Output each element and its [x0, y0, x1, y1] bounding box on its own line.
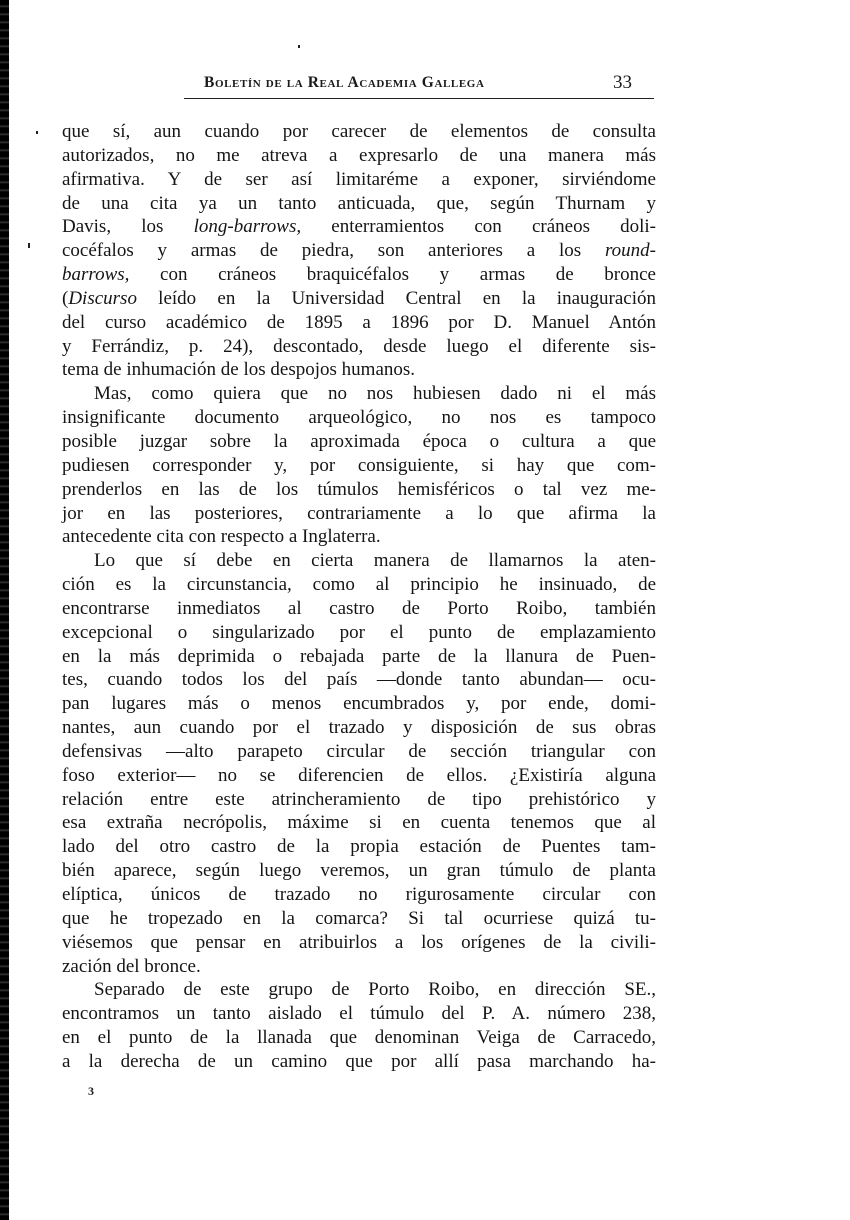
text-line: de una cita ya un tanto anticuada, que, según Thurnam y: [62, 192, 656, 214]
text-line: foso exterior— no se diferencien de ellos. ¿Existiría alguna: [62, 764, 656, 786]
text-line: tema de inhumación de los despojos humanos.: [62, 359, 416, 381]
text-line: en el punto de la llanada que denominan Veiga de Carracedo,: [62, 1027, 656, 1049]
signature-mark: 3: [88, 1084, 94, 1098]
text-line: tes, cuando todos los del país —donde tanto abundan— ocu-: [62, 669, 656, 691]
text-line: zación del bronce.: [62, 955, 201, 977]
text-line: lado del otro castro de la propia estación de Puentes tam-: [62, 836, 656, 858]
text-line: bién aparece, según luego veremos, un gran túmulo de planta: [62, 860, 656, 882]
scan-binding-edge: [0, 0, 9, 1220]
text-line: pudiesen corresponder y, por consiguiente, si hay que com-: [62, 454, 656, 476]
text-line: barrows, con cráneos braquicéfalos y armas de bronce: [62, 264, 656, 286]
text-line: nantes, aun cuando por el trazado y disposición de sus obras: [62, 717, 656, 739]
text-line: autorizados, no me atreva a expresarlo de una manera más: [62, 144, 656, 166]
scan-speck: [36, 131, 38, 134]
text-line: Separado de este grupo de Porto Roibo, en dirección SE.,: [94, 979, 656, 1001]
text-line: relación entre este atrincheramiento de tipo prehistórico y: [62, 788, 656, 810]
text-line: pan lugares más o menos encumbrados y, por ende, domi-: [62, 693, 656, 715]
running-title: Boletín de la Real Academia Gallega: [204, 74, 485, 91]
text-line: del curso académico de 1895 a 1896 por D. Manuel Antón: [62, 311, 656, 333]
scan-speck: [298, 45, 300, 48]
text-line: defensivas —alto parapeto circular de sección triangular con: [62, 740, 656, 762]
text-line: ción es la circunstancia, como al principio he insinuado, de: [62, 574, 656, 596]
italic-term: barrows,: [62, 264, 130, 286]
text-line: esa extraña necrópolis, máxime si en cuenta tenemos que al: [62, 812, 656, 834]
text-line: y Ferrándiz, p. 24), descontado, desde luego el diferente sis-: [62, 335, 656, 357]
text-line: prenderlos en las de los túmulos hemisféricos o tal vez me-: [62, 478, 656, 500]
text-line: que sí, aun cuando por carecer de elementos de consulta: [62, 121, 656, 142]
text-line: que he tropezado en la comarca? Si tal ocurriese quizá tu-: [62, 907, 656, 929]
text-line: cocéfalos y armas de piedra, son anteriores a los round-: [62, 240, 656, 262]
header-rule: [184, 98, 654, 99]
text-line: excepcional o singularizado por el punto de emplazamiento: [62, 621, 656, 643]
text-line: insignificante documento arqueológico, no nos es tampoco: [62, 407, 656, 429]
text-line: a la derecha de un camino que por allí pasa marchando ha-: [62, 1050, 656, 1072]
text-line: encontrarse inmediatos al castro de Porto Roibo, también: [62, 597, 656, 619]
italic-term: Discurso: [68, 287, 137, 309]
italic-term: long-barrows,: [193, 216, 302, 238]
text-line: antecedente cita con respecto a Inglaterra.: [62, 526, 381, 548]
running-head: [184, 70, 654, 100]
text-line: en la más deprimida o rebajada parte de la llanura de Puen-: [62, 645, 656, 667]
text-line: encontramos un tanto aislado el túmulo del P. A. número 238,: [62, 1003, 656, 1025]
text-line: (Discurso leído en la Universidad Central en la inauguración: [62, 287, 656, 309]
italic-term: round-: [604, 240, 656, 262]
text-line: jor en las posteriores, contrariamente a lo que afirma la: [62, 502, 656, 524]
text-line: elíptica, únicos de trazado no rigurosamente circular con: [62, 884, 656, 905]
text-line: viésemos que pensar en atribuirlos a los orígenes de la civili-: [62, 931, 656, 953]
text-line: Mas, como quiera que no nos hubiesen dado ni el más: [94, 383, 656, 405]
body-text: [62, 120, 656, 1074]
page-number: 33: [613, 72, 632, 93]
text-line: Davis, los long-barrows, enterramientos con cráneos doli-: [62, 216, 657, 238]
text-line: afirmativa. Y de ser así limitaréme a exponer, sirviéndome: [62, 168, 656, 190]
text-line: Lo que sí debe en cierta manera de llamarnos la aten-: [94, 550, 656, 572]
text-line: posible juzgar sobre la aproximada época o cultura a que: [62, 430, 656, 452]
scan-speck: [28, 243, 30, 248]
